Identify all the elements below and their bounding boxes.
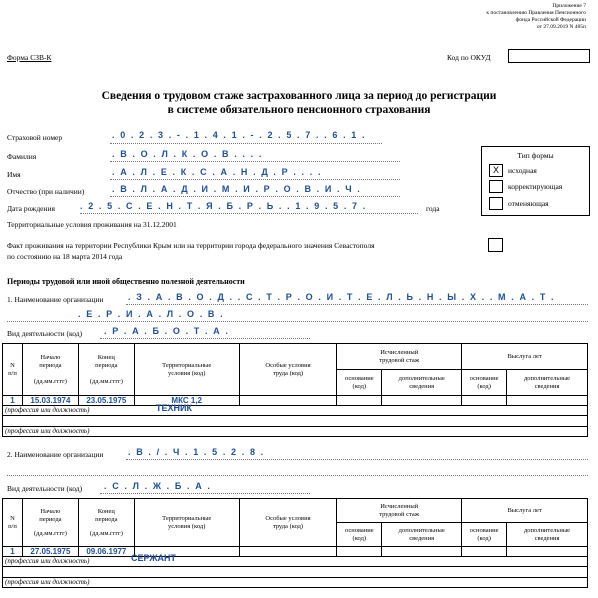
header-text: Выслуга лет — [507, 506, 542, 514]
cell-end: 09.06.1977 — [78, 547, 134, 557]
col-terr — [134, 344, 239, 396]
header-text: (код) — [477, 382, 491, 390]
periods-title: Периоды трудовой или иной общественно полезной деятельности — [7, 277, 245, 286]
col-calc-basis — [337, 523, 382, 547]
empty-cell — [3, 567, 588, 578]
cell-calc-basis — [337, 547, 382, 557]
cell-calc-basis — [337, 396, 382, 406]
crimea-note — [7, 240, 375, 262]
header-text: дополнительные — [398, 374, 445, 382]
header-text: (код) — [352, 382, 367, 390]
table-row — [3, 567, 588, 578]
header-text: условия (код) — [168, 522, 206, 530]
org2-name-underline — [126, 459, 588, 460]
org1-label: 1. Наименование организации — [7, 295, 104, 304]
table-row — [3, 406, 588, 416]
org1-periods-table — [2, 343, 588, 437]
header-text: сведения — [409, 382, 435, 390]
org2-name: . В . / . Ч . 1 . 5 . 2 . 8 . — [128, 447, 265, 457]
cell-terr: МКС 1,2 — [134, 396, 239, 406]
header-text: (дд.мм.гггг) — [89, 529, 123, 537]
header-text: дополнительные — [524, 374, 571, 382]
crimea-checkbox[interactable] — [488, 238, 503, 252]
col-serv-extra — [507, 523, 588, 547]
appendix-line: к постановлению Правления Пенсионного — [486, 10, 586, 16]
col-serv-basis — [462, 370, 507, 396]
header-text: периода — [39, 515, 62, 523]
cell-serv-extra — [507, 547, 588, 557]
col-serv-basis — [462, 523, 507, 547]
cell-start: 27.05.1975 — [22, 547, 78, 557]
header-text: Начало — [40, 507, 61, 515]
header-text: основание — [469, 374, 499, 382]
org1-name-underline — [126, 304, 588, 305]
profession-label: (профессия или должность) — [5, 427, 90, 435]
org2-name2-underline — [7, 475, 588, 476]
okud-label: Код по ОКУД — [447, 53, 491, 62]
col-n — [3, 344, 23, 396]
header-text: сведения — [409, 534, 435, 542]
header-text: п/п — [8, 522, 17, 530]
cell-end: 23.05.1975 — [78, 396, 134, 406]
org1-activity-value: . Р . А . Б . О . Т . А . — [104, 326, 230, 336]
surname-value: . В . О . Л . К . О . В . . . . — [112, 149, 263, 159]
checkbox-mark: X — [492, 165, 499, 175]
profession-value: СЕРЖАНТ — [131, 553, 177, 563]
col-start — [22, 499, 78, 547]
title-line: Сведения о трудовом стаже застрахованного лица за период до регистрации — [101, 90, 497, 102]
form-type-original-checkbox[interactable] — [489, 164, 503, 177]
col-terr — [134, 499, 239, 547]
profession-cell — [3, 427, 588, 437]
cell-start: 15.03.1974 — [22, 396, 78, 406]
org2-activity-label: Вид деятельности (код) — [7, 484, 83, 493]
header-text: дополнительные — [398, 526, 445, 534]
header-text: дополнительные — [524, 526, 571, 534]
snils-label: Страховой номер — [7, 133, 63, 142]
profession-label: (профессия или должность) — [5, 406, 90, 414]
header-text: (код) — [477, 534, 491, 542]
header-text: (дд.мм.гггг) — [33, 377, 67, 385]
col-calc-basis — [337, 370, 382, 396]
title-line: в системе обязательного пенсионного страхования — [167, 104, 431, 116]
header-text: Исчисленный — [380, 502, 419, 510]
header-text: трудовой стаж — [379, 510, 420, 518]
okud-field[interactable] — [508, 49, 590, 63]
surname-label: Фамилия — [7, 152, 37, 161]
col-end — [78, 499, 134, 547]
header-text: Выслуга лет — [507, 352, 542, 360]
crimea-line: Факт проживания на территории Республики Крым или на территории города федерального значения Севастополя — [7, 241, 375, 250]
header-text: Конец — [97, 353, 115, 361]
name-value: . А . Л . Е . К . С . А . Н . Д . Р . . . . — [112, 167, 323, 177]
cell-calc-extra — [382, 396, 462, 406]
cell-serv-basis — [462, 396, 507, 406]
snils-value: . 0 . 2 . 3 . - . 1 . 4 . 1 . - . 2 . 5 . 7 . . 6 . 1 . — [112, 130, 367, 140]
table-row — [3, 396, 588, 406]
profession-cell — [3, 553, 588, 567]
org1-name: . З . А . В . О . Д . . С . Т . Р . О . И . Т . Е . Л . Ь . Н . Ы . Х . . М . А . Т . — [128, 292, 556, 302]
year-suffix: года — [426, 204, 440, 213]
form-type-cancel-checkbox[interactable] — [489, 197, 503, 210]
appendix-line: от 27.09.2019 N 485п — [536, 24, 586, 30]
header-text: труда (код) — [272, 522, 304, 530]
header-text: Особые условия — [265, 514, 311, 522]
header-text: сведения — [534, 382, 560, 390]
org1-name2-underline — [7, 321, 588, 322]
col-n — [3, 499, 23, 547]
cell-serv-extra — [507, 396, 588, 406]
col-start — [22, 344, 78, 396]
territorial-label: Территориальные условия проживания на 31.12.2001 — [7, 220, 177, 229]
col-service — [462, 499, 588, 523]
cell-calc-extra — [382, 547, 462, 557]
header-text: Территориальные — [162, 514, 212, 522]
name-underline — [110, 179, 400, 180]
col-special — [239, 499, 337, 547]
header-text: условия (код) — [168, 369, 206, 377]
org2-activity-value: . С . Л . Ж . Б . А . — [104, 481, 212, 491]
header-text: труда (код) — [272, 369, 304, 377]
patronymic-underline — [110, 196, 400, 197]
org2-periods-table — [2, 498, 588, 588]
header-text: Конец — [97, 507, 115, 515]
col-calc — [337, 499, 462, 523]
table-row — [3, 427, 588, 437]
col-end — [78, 344, 134, 396]
table-row — [3, 557, 588, 567]
header-text: Начало — [40, 353, 61, 361]
col-service — [462, 344, 588, 370]
header-text: основание — [469, 526, 499, 534]
form-label: Форма СЗВ-К — [7, 53, 52, 62]
table-row — [3, 578, 588, 588]
profession-label: (профессия или должность) — [5, 578, 90, 586]
appendix-line: фонда Российской Федерации — [515, 17, 586, 23]
org2-label: 2. Наименование организации — [7, 450, 104, 459]
table-row — [3, 416, 588, 427]
form-type-title: Тип формы — [517, 151, 554, 160]
patronymic-label: Отчество (при наличии) — [7, 187, 85, 196]
form-type-panel — [481, 146, 590, 216]
col-serv-extra — [507, 370, 588, 396]
col-calc-extra — [382, 370, 462, 396]
form-type-cancel-label: отменяющая — [508, 199, 549, 208]
cell-special — [239, 547, 337, 557]
header-text: N — [10, 361, 15, 369]
page-title — [0, 89, 598, 117]
birthdate-underline — [80, 213, 418, 214]
empty-cell — [3, 416, 588, 427]
birthdate-label: Дата рождения — [7, 204, 55, 213]
org1-activity-underline — [100, 338, 310, 339]
org1-name-cont: . Е . Р . И . А . Л . О . В . — [78, 309, 225, 319]
birthdate-value: . 2 . 5 . С . Е . Н . Т . Я . Б . Р . Ь . . 1 . 9 . 5 . 7 . — [80, 201, 367, 211]
surname-underline — [110, 161, 400, 162]
profession-cell — [3, 403, 588, 416]
header-text: (код) — [352, 534, 367, 542]
table-row — [3, 547, 588, 557]
header-text: трудовой стаж — [379, 356, 420, 364]
form-type-corrective-label: корректирующая — [508, 182, 563, 191]
name-label: Имя — [7, 170, 21, 179]
header-text: Особые условия — [265, 361, 311, 369]
snils-underline — [110, 143, 382, 144]
header-text: Территориальные — [162, 361, 212, 369]
header-text: основание — [344, 374, 374, 382]
header-text: периода — [39, 361, 62, 369]
appendix-line: Приложение 7 — [552, 3, 586, 9]
crimea-line: по состоянию на 18 марта 2014 года — [7, 252, 123, 261]
appendix-note — [486, 3, 586, 31]
org2-activity-underline — [100, 493, 310, 494]
profession-value: ТЕХНИК — [156, 403, 192, 413]
header-text: N — [10, 514, 15, 522]
cell-n: 1 — [3, 396, 23, 406]
cell-n: 1 — [3, 547, 23, 557]
org1-activity-label: Вид деятельности (код) — [7, 329, 83, 338]
header-text: периода — [95, 361, 118, 369]
patronymic-value: . В . Л . А . Д . И . М . И . Р . О . В . И . Ч . — [112, 184, 362, 194]
header-text: сведения — [534, 534, 560, 542]
col-calc-extra — [382, 523, 462, 547]
header-text: основание — [344, 526, 374, 534]
col-calc — [337, 344, 462, 370]
header-text: (дд.мм.гггг) — [33, 529, 67, 537]
profession-label: (профессия или должность) — [5, 557, 90, 565]
header-text: периода — [95, 515, 118, 523]
profession-cell — [3, 578, 588, 588]
header-text: Исчисленный — [380, 348, 419, 356]
form-type-corrective-checkbox[interactable] — [489, 180, 503, 193]
col-special — [239, 344, 337, 396]
cell-special — [239, 396, 337, 406]
form-type-original-label: исходная — [508, 166, 537, 175]
header-text: (дд.мм.гггг) — [89, 377, 123, 385]
header-text: п/п — [8, 369, 17, 377]
cell-serv-basis — [462, 547, 507, 557]
